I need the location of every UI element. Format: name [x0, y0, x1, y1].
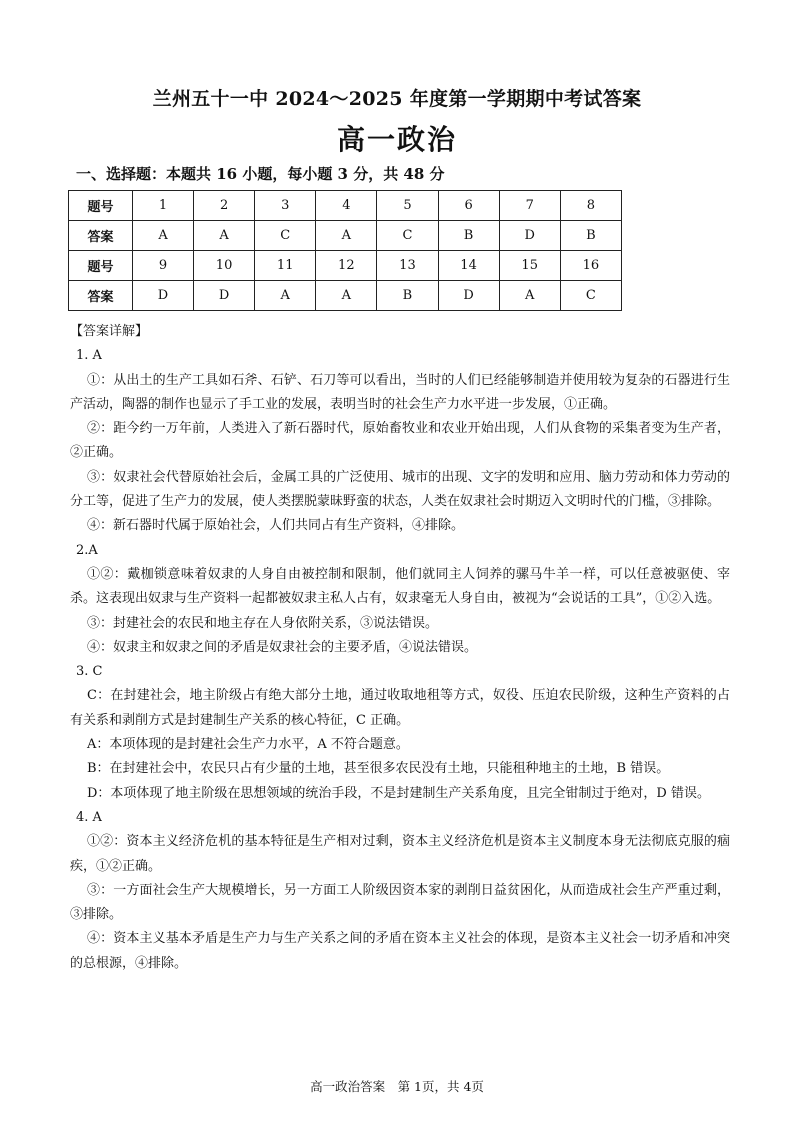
answer-cell: B [377, 281, 438, 311]
answer-cell: B [560, 221, 621, 251]
question-number: 2 [194, 191, 255, 221]
explanation-paragraph: ①：从出土的生产工具如石斧、石铲、石刀等可以看出，当时的人们已经能够制造并使用较为复杂的石器进行生产活动，陶器的制作也显示了手工业的发展，表明当时的社会生产力水平进一步发展，①正确。 [70, 372, 730, 412]
question-row [69, 191, 622, 221]
explanation-paragraph: ③：封建社会的农民和地主存在人身依附关系，③说法错误。 [87, 615, 439, 631]
details-heading: 【答案详解】 [70, 324, 149, 339]
answer-cell: A [499, 281, 560, 311]
row-label-question: 题号 [69, 191, 133, 221]
question-number-label: 2.A [76, 542, 98, 558]
page-footer: 高一政治答案 第 1页，共 4页 [310, 1079, 484, 1094]
answer-cell: A [316, 221, 377, 251]
question-number: 14 [438, 251, 499, 281]
explanation-paragraph: D：本项体现了地主阶级在思想领域的统治手段，不是封建制生产关系角度，且完全钳制过于绝对，D 错误。 [87, 785, 710, 801]
explanation-paragraph: A：本项体现的是封建社会生产力水平，A 不符合题意。 [87, 737, 409, 753]
explanation-paragraph: ③：奴隶社会代替原始社会后，金属工具的广泛使用、城市的出现、文字的发明和应用、脑力劳动和体力劳动的分工等，促进了生产力的发展，使人类摆脱蒙昧野蛮的状态，人类在奴隶社会时期迈入文明时代的门槛，③排除。 [70, 469, 730, 510]
subject-title: 高一政治 [336, 123, 457, 156]
question-number: 10 [194, 251, 255, 281]
explanation-paragraph: ②：距今约一万年前，人类进入了新石器时代，原始畜牧业和农业开始出现，人们从食物的采集者变为生产者，②正确。 [70, 421, 730, 461]
explanation-paragraph: ①②：资本主义经济危机的基本特征是生产相对过剩，资本主义经济危机是资本主义制度本身无法彻底克服的痼疾，①②正确。 [70, 834, 730, 874]
question-number: 13 [377, 251, 438, 281]
question-number-label: 3. C [76, 664, 103, 680]
answer-cell: A [255, 281, 316, 311]
explanation-paragraph: ④：资本主义基本矛盾是生产力与生产关系之间的矛盾在资本主义社会的体现，是资本主义社会一切矛盾和冲突的总根源，④排除。 [70, 931, 730, 971]
answer-cell: D [133, 281, 194, 311]
answer-cell: C [377, 221, 438, 251]
answer-row [69, 221, 622, 251]
explanation-body [70, 320, 730, 976]
question-row [69, 251, 622, 281]
answer-cell: C [255, 221, 316, 251]
question-number: 16 [560, 251, 621, 281]
question-number: 7 [499, 191, 560, 221]
explanation-paragraph: B：在封建社会中，农民只占有少量的土地，甚至很多农民没有土地，只能租种地主的土地，B 错误。 [87, 761, 670, 777]
question-number: 6 [438, 191, 499, 221]
explanation-paragraph: ①②：戴枷锁意味着奴隶的人身自由被控制和限制，他们就同主人饲养的骡马牛羊一样，可以任意被驱使、宰杀。这表现出奴隶与生产资料一起都被奴隶主私人占有，奴隶毫无人身自由，被视为“会说话的工具”，①②入选。 [70, 566, 730, 607]
question-number-label: 1. A [76, 348, 102, 364]
answer-cell: A [133, 221, 194, 251]
answer-cell: D [194, 281, 255, 311]
explanation-paragraph: ④：奴隶主和奴隶之间的矛盾是奴隶社会的主要矛盾，④说法错误。 [87, 639, 478, 655]
answer-cell: C [560, 281, 621, 311]
explanation-paragraph: C：在封建社会，地主阶级占有绝大部分土地，通过收取地租等方式，奴役、压迫农民阶级，这种生产资料的占有关系和剥削方式是封建制生产关系的核心特征，C 正确。 [70, 688, 730, 728]
answer-row [69, 281, 622, 311]
answer-table [68, 190, 622, 311]
question-number: 1 [133, 191, 194, 221]
question-number-label: 4. A [76, 809, 102, 825]
answer-cell: D [499, 221, 560, 251]
question-number: 9 [133, 251, 194, 281]
answer-cell: A [194, 221, 255, 251]
document-title: 兰州五十一中 2024～2025 年度第一学期期中考试答案 [152, 88, 642, 110]
row-label-answer: 答案 [69, 221, 133, 251]
question-number: 11 [255, 251, 316, 281]
question-number: 12 [316, 251, 377, 281]
answer-cell: D [438, 281, 499, 311]
section-heading: 一、选择题：本题共 16 小题，每小题 3 分，共 48 分 [76, 165, 445, 183]
explanation-paragraph: ③：一方面社会生产大规模增长，另一方面工人阶级因资本家的剥削日益贫困化，从而造成社会生产严重过剩，③排除。 [70, 882, 730, 923]
row-label-answer: 答案 [69, 281, 133, 311]
answer-cell: A [316, 281, 377, 311]
question-number: 4 [316, 191, 377, 221]
question-number: 15 [499, 251, 560, 281]
question-number: 5 [377, 191, 438, 221]
row-label-question: 题号 [69, 251, 133, 281]
explanation-paragraph: ④：新石器时代属于原始社会，人们共同占有生产资料，④排除。 [87, 518, 465, 534]
question-number: 8 [560, 191, 621, 221]
question-number: 3 [255, 191, 316, 221]
answer-cell: B [438, 221, 499, 251]
